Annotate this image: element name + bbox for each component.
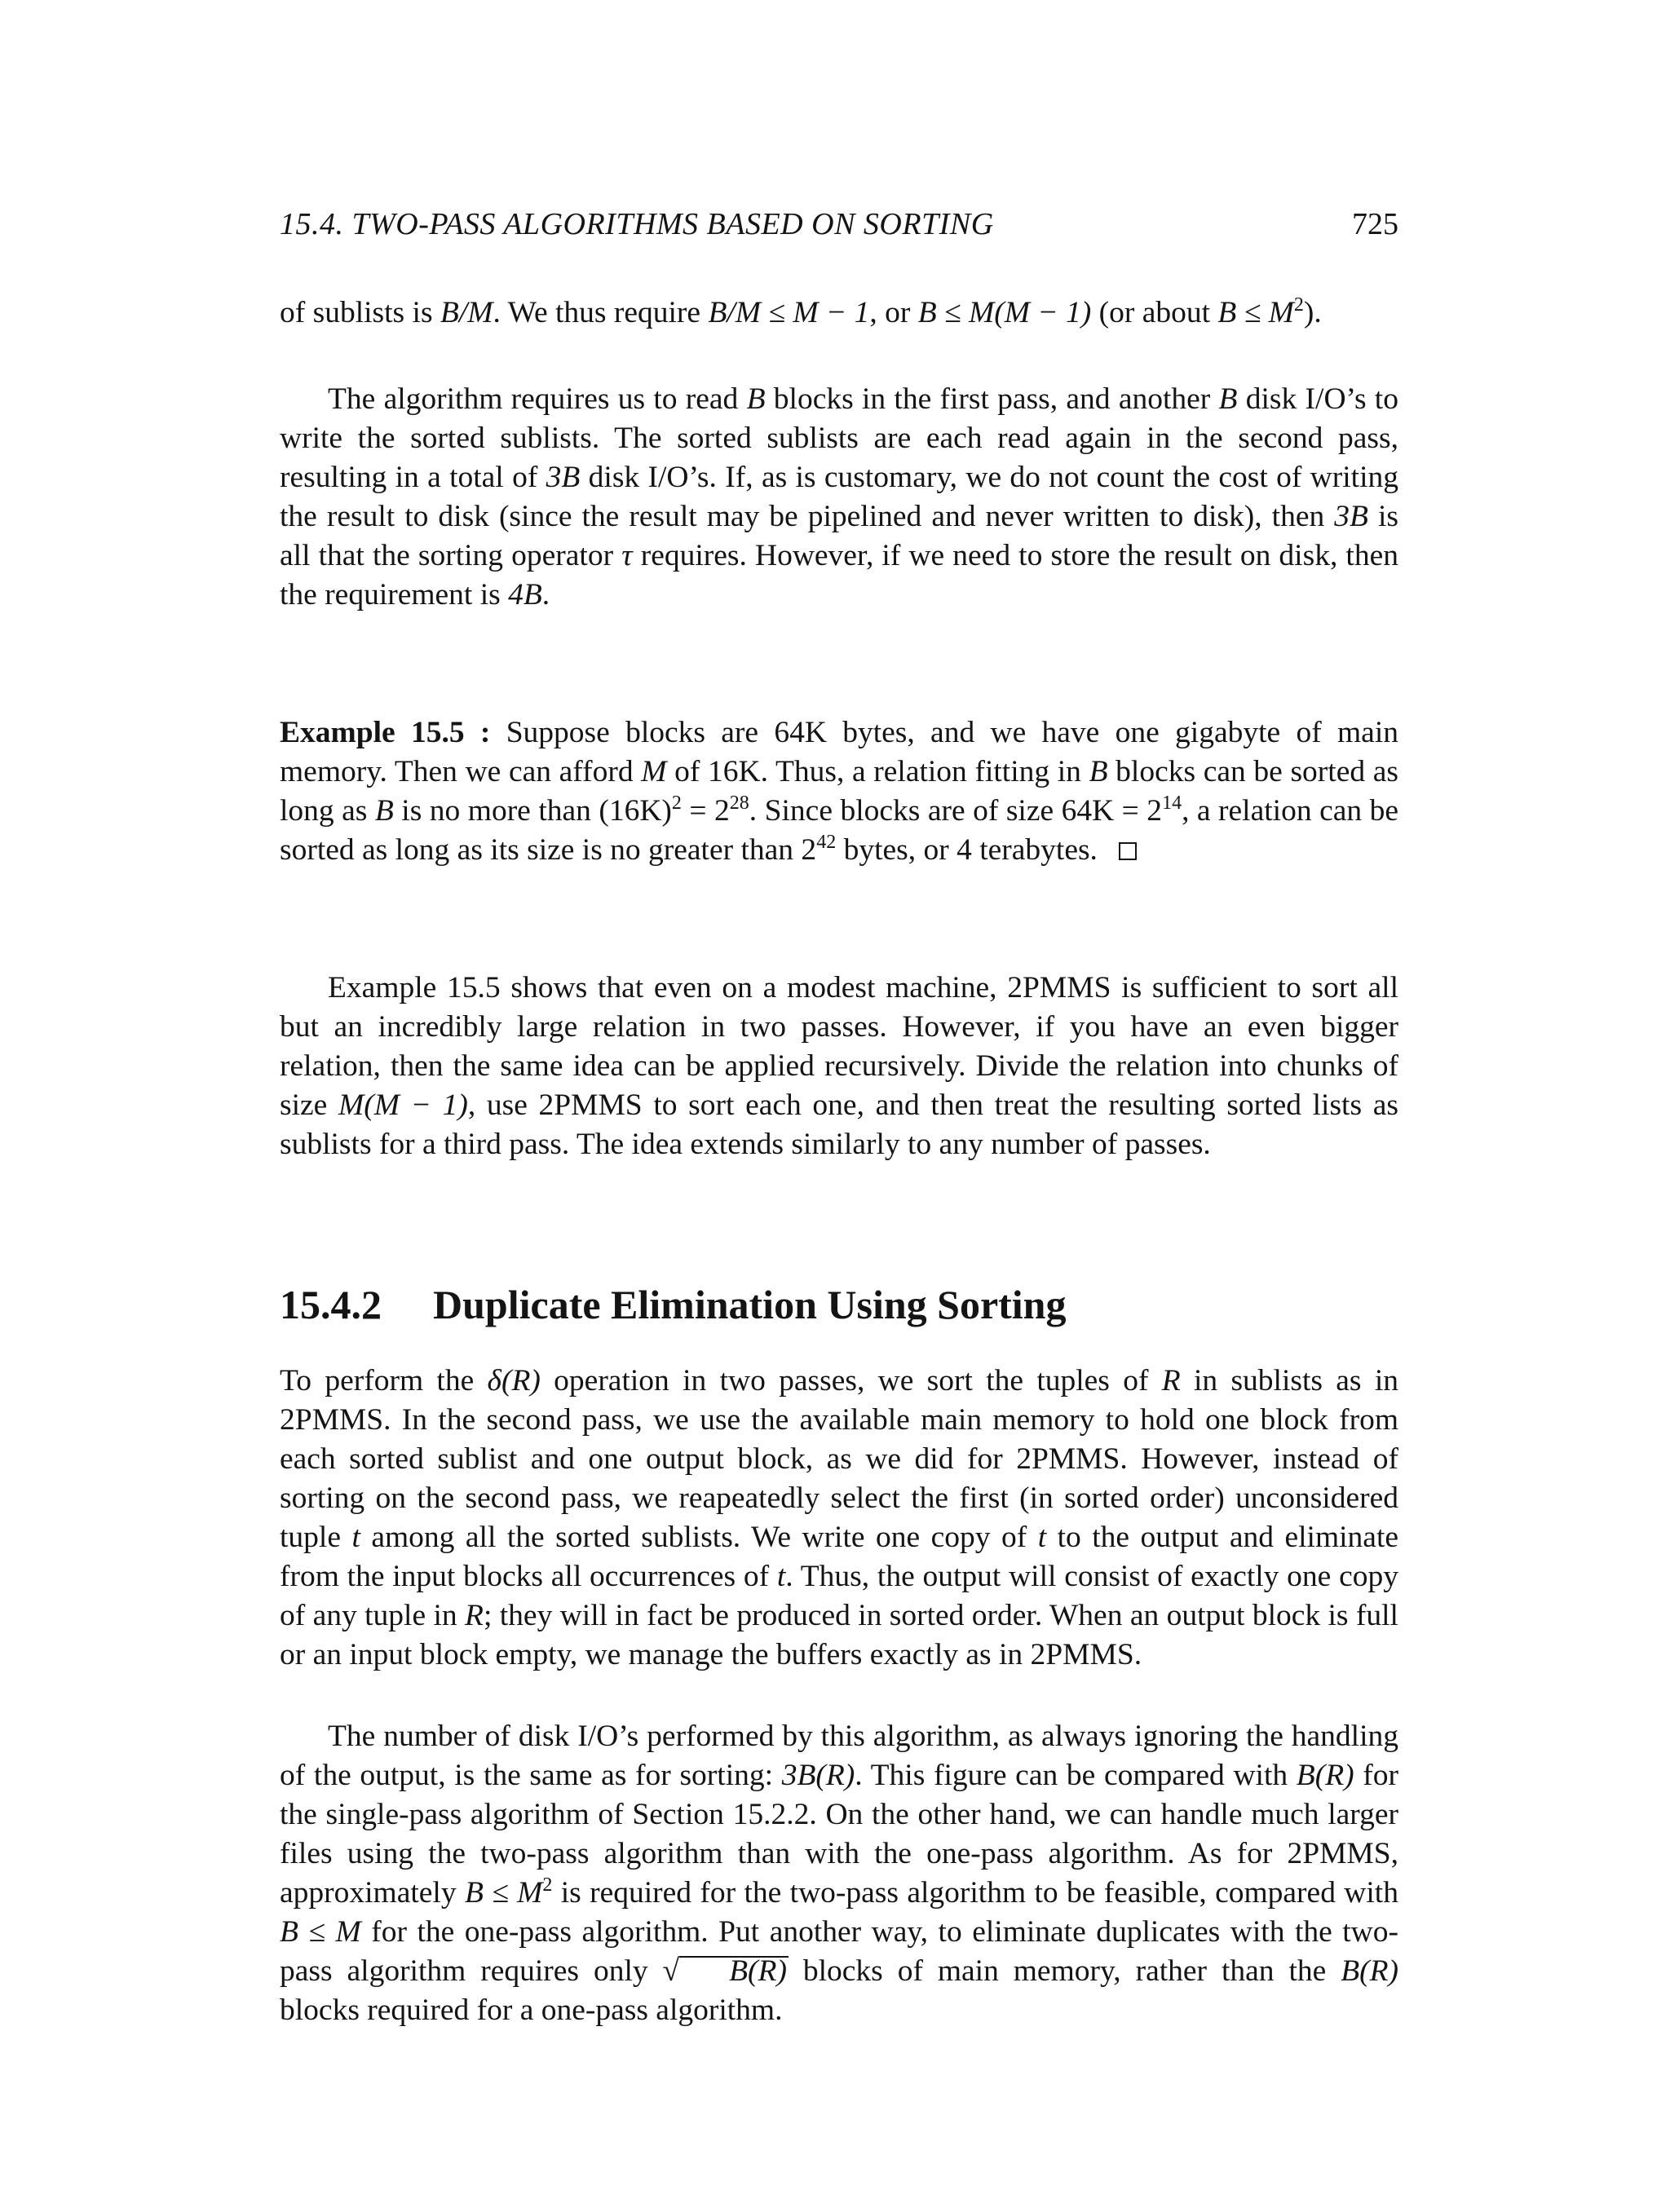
text-run: √ [662, 1954, 680, 1988]
text-run: To perform the [280, 1364, 488, 1397]
text-run: blocks in the first pass, and another [765, 382, 1219, 416]
text-run: of sublists is [280, 296, 440, 329]
paragraph-io-analysis [280, 1717, 1398, 2030]
text-run: B/M ≤ M − 1 [708, 296, 870, 329]
paragraph-duplicate-elimination [280, 1362, 1398, 1675]
text-run: B [374, 794, 394, 828]
text-run: B(R) [1341, 1954, 1398, 1988]
text-run: ; they will in fact be produced in sorted order. When an output block is full or an input block empty, we manage the buffers exactly as in 2PMMS. [280, 1599, 1398, 1671]
text-run: of 16K. Thus, a relation fitting in [666, 755, 1089, 788]
text-run: t [1037, 1521, 1047, 1554]
text-run: Example 15.5 shows that even on a modest machine, 2PMMS is sufficient to sort all but an incredibly large relation in two passes. However, if you have an even bigger relation, then the same idea can be applied recursively. Divide the relation into chunks of size [280, 971, 1398, 1122]
text-run: 4B [508, 578, 542, 612]
text-run: B(R) [1296, 1759, 1354, 1792]
text-run: B [1089, 755, 1108, 788]
section-number: 15.4.2 [280, 1282, 382, 1327]
example-label: Example 15.5 : [280, 716, 491, 749]
paragraph-recursive-sorting [280, 969, 1398, 1164]
text-run: operation in two passes, we sort the tuples of [540, 1364, 1162, 1397]
text-run: requires. However, if we need to store the result on disk, then the requirement is [280, 539, 1398, 612]
example-15-5 [280, 713, 1398, 870]
text-run: . Thus, the output will consist of exactly one copy of any tuple in [280, 1560, 1398, 1632]
text-run: disk I/O’s. If, as is customary, we do not count the cost of writing the result to disk (since the result may be pipelined and never written to disk), then [280, 461, 1399, 533]
text-run: t [351, 1521, 360, 1554]
text-run: , use 2PMMS to sort each one, and then treat the resulting sorted lists as sublists for a third pass. The idea extends similarly to any number of passes. [280, 1088, 1398, 1161]
text-run: 42 [816, 832, 837, 853]
text-run: blocks of main memory, rather than the [788, 1954, 1341, 1988]
text-run: . This figure can be compared with [855, 1759, 1297, 1792]
text-run: 3B(R) [781, 1759, 855, 1792]
text-run: R [465, 1599, 484, 1632]
text-run: B [1218, 382, 1238, 416]
text-run: τ [621, 539, 633, 572]
text-run: The number of disk I/O’s performed by this algorithm, as always ignoring the handling of the output, is the same as for sorting: [280, 1720, 1398, 1792]
text-run: 2 [1293, 294, 1304, 316]
text-run: for the one-pass algorithm. Put another way, to eliminate duplicates with the two-pass algorithm requires only [280, 1915, 1398, 1988]
text-run: . [541, 578, 550, 612]
running-head [280, 201, 1398, 247]
text-run: for the single-pass algorithm of Section 15.2.2. On the other hand, we can handle much larger files using the two-pass algorithm than with the one-pass algorithm. As for 2PMMS, approximately [280, 1759, 1398, 1910]
text-run: bytes, or 4 terabytes. [836, 833, 1098, 867]
text-run: , or [869, 296, 918, 329]
text-run: 28 [729, 793, 749, 814]
text-run: δ(R) [487, 1364, 541, 1397]
text-run: B ≤ M [280, 1915, 361, 1949]
text-run: is no more than (16K) [393, 794, 672, 828]
text-run: (or about [1091, 296, 1218, 329]
page-number: 725 [1352, 207, 1398, 241]
text-run: is required for the two-pass algorithm to be feasible, compared with [552, 1876, 1398, 1910]
text-run: in sublists as in 2PMMS. In the second pass, we use the available main memory to hold one block from each sorted sublist and one output block, as we did for 2PMMS. However, instead of sorting on the second pass, we reapeatedly select the first (in sorted order) unconsidered tuple [280, 1364, 1398, 1554]
text-run: B ≤ M [1217, 296, 1294, 329]
text-run: blocks can be sorted as long as [280, 755, 1398, 828]
text-run: ). [1303, 296, 1322, 329]
text-run: M [641, 755, 667, 788]
text-run: B/M [440, 296, 493, 329]
text-run: to the output and eliminate from the input blocks all occurrences of [280, 1521, 1399, 1593]
text-run: . We thus require [493, 296, 709, 329]
text-run: B [746, 382, 766, 416]
text-run: 14 [1162, 793, 1182, 814]
paragraph-io-cost [280, 380, 1398, 615]
text-run: t [776, 1560, 786, 1593]
running-head-section: 15.4. TWO-PASS ALGORITHMS BASED ON SORTING [280, 207, 994, 241]
text-run: 3B [546, 461, 581, 494]
text-run: among all the sorted sublists. We write one copy of [360, 1521, 1038, 1554]
text-run: , a relation can be sorted as long as its size is no greater than 2 [280, 794, 1398, 867]
text-run: The algorithm requires us to read [328, 382, 747, 416]
end-of-example-icon [1119, 842, 1137, 860]
paragraph-continuation [280, 294, 1398, 333]
text-run: disk I/O’s to write the sorted sublists. The sorted sublists are each read again in the second pass, resulting in a total of [280, 382, 1398, 494]
text-run: 2 [671, 793, 682, 814]
text-run: is all that the sorting operator [280, 500, 1398, 572]
text-run: 2 [542, 1874, 553, 1896]
text-run: B ≤ M(M − 1) [917, 296, 1092, 329]
text-run: B(R) [679, 1956, 789, 1985]
text-run: = 2 [681, 794, 730, 828]
text-run: . Since blocks are of size 64K = 2 [749, 794, 1163, 828]
text-run: R [1161, 1364, 1181, 1397]
text-run: Suppose blocks are 64K bytes, and we have one gigabyte of main memory. Then we can afford [280, 716, 1398, 788]
text-run: blocks required for a one-pass algorithm. [280, 1993, 783, 2027]
section-heading [280, 1276, 1067, 1333]
section-title: Duplicate Elimination Using Sorting [433, 1282, 1067, 1327]
text-run: M(M − 1) [338, 1088, 468, 1122]
text-run: B ≤ M [464, 1876, 543, 1910]
sqrt-expression [663, 1954, 789, 1988]
text-run: 3B [1334, 500, 1368, 533]
